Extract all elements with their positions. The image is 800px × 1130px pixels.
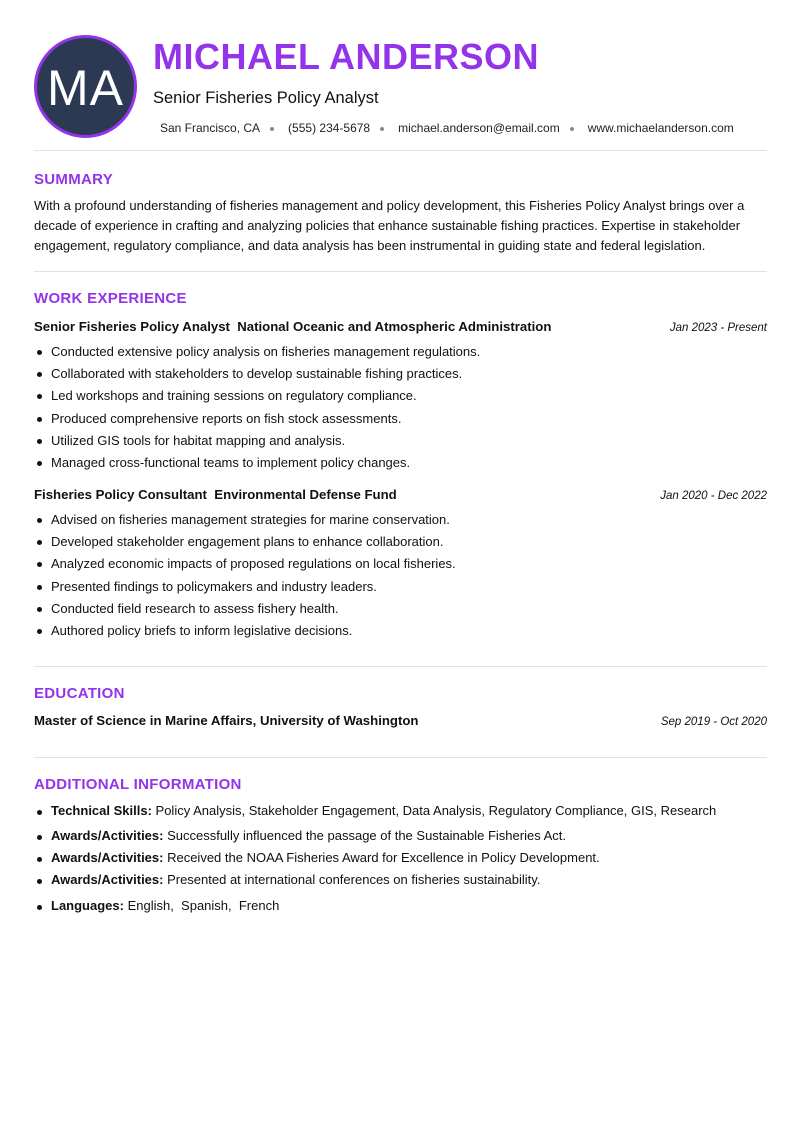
dot-separator-icon: [270, 127, 274, 131]
list-item: Collaborated with stakeholders to develop sustainable fishing practices.: [34, 363, 767, 385]
list-item: Developed stakeholder engagement plans to enhance collaboration.: [34, 531, 767, 553]
job-dates: Jan 2023 - Present: [669, 322, 767, 334]
info-text: Received the NOAA Fisheries Award for Excellence in Policy Development.: [163, 850, 600, 865]
info-text: Successfully influenced the passage of the Sustainable Fisheries Act.: [163, 828, 566, 843]
contact-line: [160, 121, 734, 135]
job-bullets: [34, 509, 767, 642]
work-experience-heading: WORK EXPERIENCE: [34, 290, 187, 307]
summary-text: With a profound understanding of fisheries management and policy development, this Fisheries Policy Analyst brings over a decade of experience in crafting and analyzing policies that enhance sustainable fishing practices. Expertise in stakeholder engagement, regulatory compliance, and data analysis has been instrumental in guiding state and federal legislation.: [34, 198, 745, 253]
info-label: Awards/Activities:: [51, 850, 164, 865]
list-item: Conducted extensive policy analysis on fisheries management regulations.: [34, 341, 767, 363]
contact-location: San Francisco, CA: [160, 121, 261, 135]
candidate-title: Senior Fisheries Policy Analyst: [153, 89, 379, 107]
divider: [34, 666, 767, 667]
candidate-name: MICHAEL ANDERSON: [153, 36, 540, 77]
job-bullets: [34, 341, 767, 474]
list-item: [34, 850, 600, 865]
education-entry: [34, 713, 767, 728]
dot-separator-icon: [380, 127, 384, 131]
info-label: Technical Skills:: [51, 803, 152, 818]
info-label: Awards/Activities:: [51, 872, 164, 887]
list-item: Led workshops and training sessions on regulatory compliance.: [34, 385, 767, 407]
divider: [34, 150, 767, 151]
job-dates: Jan 2020 - Dec 2022: [660, 490, 767, 502]
list-item: Produced comprehensive reports on fish stock assessments.: [34, 408, 767, 430]
info-text: Policy Analysis, Stakeholder Engagement, Data Analysis, Regulatory Compliance, GIS, Research: [151, 803, 717, 818]
education-degree: Master of Science in Marine Affairs, University of Washington: [34, 713, 419, 728]
summary-heading: SUMMARY: [34, 171, 114, 188]
list-item: Managed cross-functional teams to implement policy changes.: [34, 452, 767, 474]
contact-website[interactable]: www.michaelanderson.com: [587, 121, 734, 135]
info-text: Presented at international conferences on fisheries sustainability.: [163, 872, 541, 887]
job-role: Senior Fisheries Policy Analyst National Oceanic and Atmospheric Administration: [34, 319, 552, 334]
list-item: Analyzed economic impacts of proposed regulations on local fisheries.: [34, 553, 767, 575]
dot-separator-icon: [570, 127, 574, 131]
avatar-initials: MA: [47, 59, 124, 116]
list-item: Advised on fisheries management strategies for marine conservation.: [34, 509, 767, 531]
list-item: Authored policy briefs to inform legislative decisions.: [34, 620, 767, 642]
education-dates: Sep 2019 - Oct 2020: [660, 716, 767, 728]
list-item: [34, 828, 566, 843]
list-item: Presented findings to policymakers and industry leaders.: [34, 576, 767, 598]
additional-info-heading: ADDITIONAL INFORMATION: [34, 776, 242, 793]
divider: [34, 271, 767, 272]
education-heading: EDUCATION: [34, 685, 125, 702]
info-label: Awards/Activities:: [51, 828, 164, 843]
list-item: [34, 803, 716, 818]
info-text: English, Spanish, French: [123, 898, 280, 913]
info-label: Languages:: [51, 898, 124, 913]
job-role: Fisheries Policy Consultant Environmental Defense Fund: [34, 487, 397, 502]
list-item: [34, 872, 540, 887]
job-header: [34, 319, 767, 334]
job-header: [34, 487, 767, 502]
list-item: Conducted field research to assess fishery health.: [34, 598, 767, 620]
contact-email[interactable]: michael.anderson@email.com: [398, 121, 560, 135]
divider: [34, 757, 767, 758]
avatar: [34, 35, 137, 138]
list-item: Utilized GIS tools for habitat mapping and analysis.: [34, 430, 767, 452]
contact-phone: (555) 234-5678: [288, 121, 371, 135]
list-item: [34, 898, 279, 913]
